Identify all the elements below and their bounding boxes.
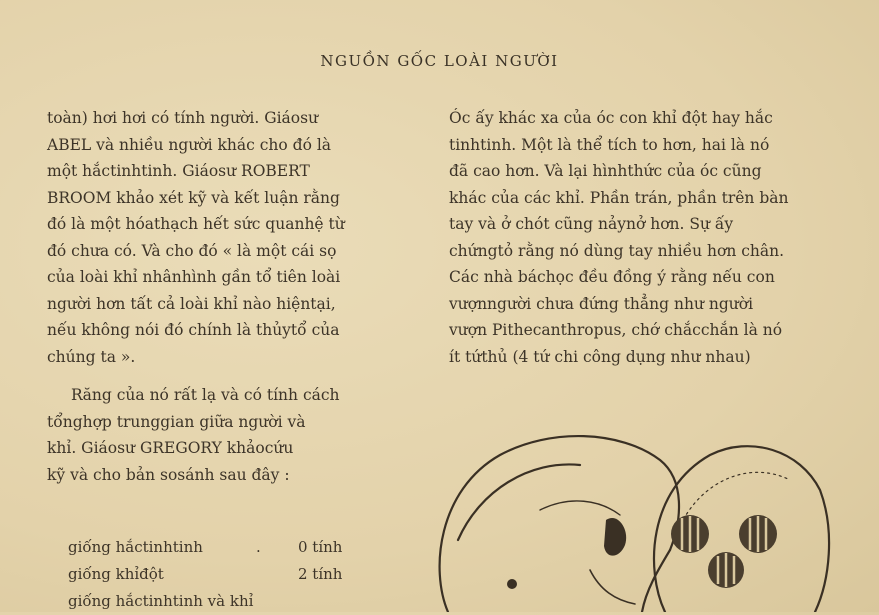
text-line: một hắctinhtinh. Giáosư ROBERT xyxy=(47,162,310,180)
text-line: khỉ. Giáosư GREGORY khảocứu xyxy=(47,439,294,457)
row-label: giống hắctinhtinh xyxy=(68,538,203,556)
text-line: nếu không nói đó chính là thủytổ của xyxy=(47,321,340,339)
text-line: tổnghợp trunggian giữa người và xyxy=(47,412,306,431)
row-label: giống hắctinhtinh và khỉ xyxy=(68,592,254,610)
text-line: Răng của nó rất lạ và có tính cách xyxy=(71,386,340,404)
text-line: BROOM khảo xét kỹ và kết luận rằng xyxy=(47,188,340,207)
text-line: đó chưa có. Và cho đó « là một cái sọ xyxy=(47,241,337,260)
text-line: Các nhà báchọc đều đồng ý rằng nếu con xyxy=(449,268,775,286)
right-column xyxy=(449,105,831,370)
text-line: vượnngười chưa đứng thẳng như người xyxy=(449,294,754,313)
text-line: đó là một hóathạch hết sức quanhệ từ xyxy=(47,215,345,233)
text-line: tinhtinh. Một là thể tích to hơn, hai là nó xyxy=(449,135,770,154)
row-value: 0 tính xyxy=(298,538,343,556)
side-skull-drawing xyxy=(440,436,679,612)
left-column xyxy=(47,105,422,488)
text-line: ABEL và nhiều người khác cho đó là xyxy=(47,135,332,154)
text-line: người hơn tất cả loài khỉ nào hiệntại, xyxy=(47,294,336,313)
text-line: của loài khỉ nhânhình gần tổ tiên loài xyxy=(47,268,341,286)
text-line: chứngtỏ rằng nó dùng tay nhiều hơn chân. xyxy=(449,241,785,260)
text-line: khác của các khỉ. Phần trán, phần trên bàn xyxy=(449,188,789,207)
page-header: NGUỒN GỐC LOÀI NGƯỜI xyxy=(320,52,559,70)
text-line: đã cao hơn. Và lại hìnhthức của óc cũng xyxy=(449,162,762,180)
text-line: kỹ và cho bản sosánh sau đây : xyxy=(47,465,290,484)
eye-socket-side xyxy=(604,518,626,556)
text-line: tay và ở chót cũng nảynở hơn. Sự ấy xyxy=(449,215,734,233)
row-value: 2 tính xyxy=(298,565,343,583)
skull-illustration xyxy=(420,420,860,612)
ear-hole xyxy=(507,579,517,589)
row-leader: . xyxy=(256,538,261,556)
text-line: chúng ta ». xyxy=(47,347,136,366)
text-line: ít tứthủ (4 tứ chi công dụng như nhau) xyxy=(449,347,751,366)
text-line: Óc ấy khác xa của óc con khỉ đột hay hắc xyxy=(449,109,773,127)
text-line: toàn) hơi hơi có tính người. Giáosư xyxy=(47,109,319,127)
text-line: vượn Pithecanthropus, chớ chắcchắn là nó xyxy=(449,321,783,339)
row-label: giống khỉđột xyxy=(68,565,164,583)
